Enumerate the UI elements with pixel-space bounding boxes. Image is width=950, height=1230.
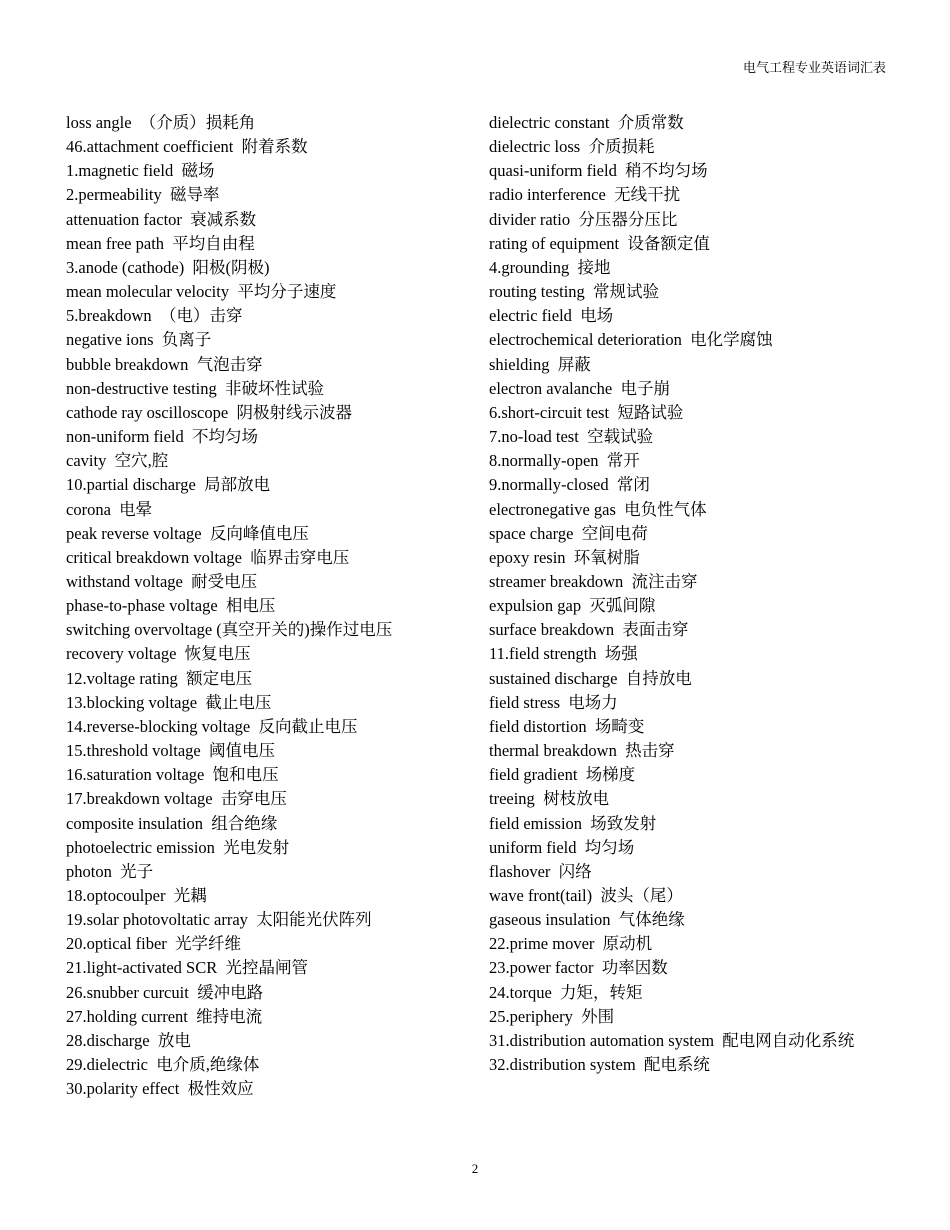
entry-term: treeing xyxy=(489,789,535,809)
entry-term: 12.voltage rating xyxy=(66,668,178,688)
glossary-entry xyxy=(66,570,466,594)
entry-translation: 相电压 xyxy=(225,596,276,616)
glossary-entry xyxy=(489,787,889,811)
entry-translation: 局部放电 xyxy=(204,475,271,495)
entry-term: sustained discharge xyxy=(489,668,618,688)
glossary-entry xyxy=(66,787,466,811)
entry-term: 4.grounding xyxy=(489,257,570,277)
entry-term: 10.partial discharge xyxy=(66,475,196,495)
entry-term: corona xyxy=(66,499,111,519)
glossary-entry xyxy=(489,208,889,232)
glossary-entry xyxy=(66,812,466,836)
entry-translation: 衰减系数 xyxy=(190,209,257,229)
glossary-entry xyxy=(489,884,889,908)
glossary-entry xyxy=(66,449,466,473)
entry-term: quasi-uniform field xyxy=(489,161,617,181)
glossary-entry xyxy=(489,860,889,884)
entry-term: gaseous insulation xyxy=(489,910,611,930)
entry-term: wave front(tail) xyxy=(489,886,593,905)
entry-term: 15.threshold voltage xyxy=(66,741,201,761)
entry-term: 14.reverse-blocking voltage xyxy=(66,716,251,736)
entry-term: epoxy resin xyxy=(489,547,566,567)
glossary-entry xyxy=(489,667,889,691)
entry-translation: 附着系数 xyxy=(241,137,308,157)
entry-translation: 波头（尾） xyxy=(600,886,683,905)
entry-translation: 组合绝缘 xyxy=(211,813,278,833)
entry-translation: 均匀场 xyxy=(584,837,635,857)
glossary-entry xyxy=(489,932,889,956)
entry-term: 30.polarity effect xyxy=(66,1079,180,1099)
glossary-entry xyxy=(489,836,889,860)
glossary-entry xyxy=(489,908,889,932)
entry-translation: 力矩，转矩 xyxy=(560,982,643,1002)
glossary-entry xyxy=(66,304,466,328)
entry-term: cavity xyxy=(66,451,107,471)
glossary-entry xyxy=(66,1077,466,1101)
entry-term: divider ratio xyxy=(489,209,571,229)
glossary-entry xyxy=(489,812,889,836)
entry-term: expulsion gap xyxy=(489,596,582,616)
entry-translation: 太阳能光伏阵列 xyxy=(256,910,372,930)
entry-translation: 分压器分压比 xyxy=(578,209,678,229)
glossary-entry xyxy=(66,860,466,884)
entry-term: 8.normally-open xyxy=(489,451,599,471)
glossary-entry xyxy=(66,1029,466,1053)
entry-translation: （电）击穿 xyxy=(159,306,243,326)
glossary-entry xyxy=(66,908,466,932)
entry-term: 11.field strength xyxy=(489,644,597,664)
entry-term: mean molecular velocity xyxy=(66,282,230,302)
glossary-entry xyxy=(66,377,466,401)
left-column xyxy=(66,111,466,1101)
entry-translation: 原动机 xyxy=(602,934,653,954)
glossary-entry xyxy=(489,570,889,594)
glossary-entry xyxy=(66,956,466,980)
entry-term: 22.prime mover xyxy=(489,934,595,954)
entry-term: 24.torque xyxy=(489,982,552,1002)
glossary-entry xyxy=(66,111,466,135)
entry-translation: 额定电压 xyxy=(186,668,253,688)
entry-translation: 光耦 xyxy=(173,886,207,905)
glossary-entry xyxy=(66,884,466,908)
entry-translation: 外围 xyxy=(581,1006,615,1026)
entry-translation: 光子 xyxy=(120,861,154,881)
entry-term: field distortion xyxy=(489,716,587,736)
entry-translation: 电子崩 xyxy=(620,378,670,398)
entry-term: 21.light-activated SCR xyxy=(66,958,218,978)
glossary-entry xyxy=(66,836,466,860)
entry-term: photoelectric emission xyxy=(66,837,215,857)
glossary-entry xyxy=(66,401,466,425)
glossary-entry xyxy=(489,642,889,666)
entry-translation: 反向峰值电压 xyxy=(209,523,309,543)
entry-term: attenuation factor xyxy=(66,209,182,229)
glossary-entry xyxy=(489,691,889,715)
entry-translation: 光电发射 xyxy=(223,837,290,857)
entry-translation: 空载试验 xyxy=(587,427,654,447)
entry-translation: 介质损耗 xyxy=(588,137,655,157)
entry-translation: 阈值电压 xyxy=(208,741,275,761)
glossary-entry xyxy=(66,642,466,666)
entry-translation: 配电网自动化系统 xyxy=(722,1030,855,1050)
entry-term: recovery voltage xyxy=(66,644,177,664)
entry-translation: 常开 xyxy=(606,451,640,471)
entry-translation: 无线干扰 xyxy=(614,185,681,205)
entry-translation: 设备额定值 xyxy=(627,233,710,253)
entry-translation: 介质常数 xyxy=(617,113,684,132)
entry-translation: 场致发射 xyxy=(590,813,657,833)
entry-translation: 电场力 xyxy=(568,692,618,712)
glossary-entry xyxy=(489,135,889,159)
entry-term: streamer breakdown xyxy=(489,571,624,591)
glossary-entry xyxy=(66,594,466,618)
entry-term: bubble breakdown xyxy=(66,354,189,374)
entry-translation: 稍不均匀场 xyxy=(625,161,708,181)
entry-term: rating of equipment xyxy=(489,233,620,253)
glossary-entry xyxy=(66,981,466,1005)
entry-translation: 光控晶闸管 xyxy=(225,958,308,978)
entry-translation: 截止电压 xyxy=(205,692,272,712)
entry-term: cathode ray oscilloscope xyxy=(66,402,229,422)
entry-translation: 负离子 xyxy=(161,330,212,350)
entry-translation: 场畸变 xyxy=(594,716,645,736)
entry-term: 7.no-load test xyxy=(489,427,579,447)
entry-translation: 自持放电 xyxy=(625,668,692,688)
entry-translation: 放电 xyxy=(157,1030,191,1050)
entry-term: surface breakdown xyxy=(489,620,615,640)
entry-translation: 流注击穿 xyxy=(631,571,698,591)
glossary-entry xyxy=(489,401,889,425)
entry-term: uniform field xyxy=(489,837,577,857)
entry-term: 26.snubber curcuit xyxy=(66,982,189,1002)
entry-term: electronegative gas xyxy=(489,499,616,519)
entry-term: space charge xyxy=(489,523,574,543)
entry-term: 32.distribution system xyxy=(489,1055,636,1075)
entry-translation: 维持电流 xyxy=(196,1006,263,1026)
entry-term: electrochemical deterioration xyxy=(489,330,682,350)
entry-term: 46.attachment coefficient xyxy=(66,137,234,157)
entry-translation: 阴极射线示波器 xyxy=(236,402,352,422)
glossary-entry xyxy=(489,304,889,328)
glossary-entry xyxy=(66,328,466,352)
entry-translation: 电介质,绝缘体 xyxy=(156,1055,260,1075)
entry-translation: 非破坏性试验 xyxy=(225,378,325,398)
entry-term: 1.magnetic field xyxy=(66,161,174,181)
entry-translation: 极性效应 xyxy=(187,1079,254,1099)
entry-translation: 屏蔽 xyxy=(557,354,591,374)
glossary-entry xyxy=(66,135,466,159)
entry-translation: 电场 xyxy=(580,306,614,326)
entry-term: 28.discharge xyxy=(66,1030,150,1050)
glossary-entry xyxy=(489,981,889,1005)
glossary-entry xyxy=(489,739,889,763)
entry-translation: 常闭 xyxy=(616,475,650,495)
entry-translation: 气泡击穿 xyxy=(196,354,263,374)
glossary-entry xyxy=(489,522,889,546)
glossary-entry xyxy=(66,667,466,691)
glossary-entry xyxy=(489,618,889,642)
right-column xyxy=(489,111,889,1077)
entry-term: shielding xyxy=(489,354,550,374)
entry-translation: 表面击穿 xyxy=(622,620,689,640)
entry-translation: 阳极(阴极) xyxy=(192,257,270,277)
entry-term: withstand voltage xyxy=(66,571,183,591)
glossary-entry xyxy=(66,932,466,956)
glossary-entry xyxy=(66,1053,466,1077)
entry-term: 16.saturation voltage xyxy=(66,765,205,785)
entry-translation: 平均分子速度 xyxy=(237,282,337,302)
glossary-entry xyxy=(489,328,889,352)
glossary-entry xyxy=(489,473,889,497)
entry-term: 19.solar photovoltatic array xyxy=(66,910,248,930)
entry-translation: 饱和电压 xyxy=(212,765,279,785)
entry-term: switching overvoltage xyxy=(66,620,213,640)
entry-term: photon xyxy=(66,861,112,881)
entry-term: loss angle xyxy=(66,113,132,132)
entry-term: 20.optical fiber xyxy=(66,934,167,954)
glossary-entry xyxy=(489,377,889,401)
entry-translation: 环氧树脂 xyxy=(573,547,640,567)
page-number: 2 xyxy=(471,1161,479,1176)
entry-term: 5.breakdown xyxy=(66,306,152,326)
glossary-entry xyxy=(66,353,466,377)
entry-term: radio interference xyxy=(489,185,606,205)
glossary-entry xyxy=(66,425,466,449)
entry-translation: 临界击穿电压 xyxy=(250,547,350,567)
entry-term: 6.short-circuit test xyxy=(489,402,610,422)
entry-term: 13.blocking voltage xyxy=(66,692,198,712)
entry-term: 18.optocoulper xyxy=(66,886,166,905)
entry-term: mean free path xyxy=(66,233,165,253)
glossary-entry xyxy=(489,1053,889,1077)
entry-term: 25.periphery xyxy=(489,1006,573,1026)
glossary-entry xyxy=(66,498,466,522)
glossary-entry xyxy=(489,425,889,449)
entry-translation: 击穿电压 xyxy=(220,789,287,809)
glossary-entry xyxy=(66,280,466,304)
glossary-entry xyxy=(66,546,466,570)
entry-term: critical breakdown voltage xyxy=(66,547,242,567)
entry-translation: 空穴,腔 xyxy=(114,451,169,471)
entry-translation: 短路试验 xyxy=(617,402,684,422)
entry-translation: 不均匀场 xyxy=(192,427,259,447)
entry-translation: 空间电荷 xyxy=(581,523,648,543)
glossary-entry xyxy=(66,183,466,207)
glossary-entry xyxy=(489,594,889,618)
glossary-entry xyxy=(489,1029,889,1053)
glossary-entry xyxy=(66,256,466,280)
entry-term: peak reverse voltage xyxy=(66,523,202,543)
entry-translation: 热击穿 xyxy=(625,741,675,761)
entry-translation: 平均自由程 xyxy=(172,233,255,253)
entry-translation: (真空开关的)操作过电压 xyxy=(216,620,393,640)
glossary-entry xyxy=(489,353,889,377)
entry-translation: 电负性气体 xyxy=(624,499,707,519)
entry-translation: 灭弧间隙 xyxy=(589,596,656,616)
glossary-entry xyxy=(66,1005,466,1029)
entry-term: 31.distribution automation system xyxy=(489,1030,715,1050)
glossary-entry xyxy=(66,739,466,763)
entry-translation: 功率因数 xyxy=(601,958,668,978)
entry-term: 27.holding current xyxy=(66,1006,188,1026)
glossary-entry xyxy=(489,449,889,473)
entry-translation: 闪络 xyxy=(558,861,592,881)
glossary-entry xyxy=(489,956,889,980)
entry-term: dielectric constant xyxy=(489,113,610,132)
entry-term: phase-to-phase voltage xyxy=(66,596,218,616)
entry-term: dielectric loss xyxy=(489,137,581,157)
glossary-entry xyxy=(489,280,889,304)
entry-term: electron avalanche xyxy=(489,378,613,398)
entry-term: thermal breakdown xyxy=(489,741,617,761)
glossary-entry xyxy=(66,473,466,497)
entry-translation: 配电系统 xyxy=(643,1055,710,1075)
glossary-entry xyxy=(489,111,889,135)
glossary-entry xyxy=(489,232,889,256)
entry-term: composite insulation xyxy=(66,813,204,833)
entry-term: 9.normally-closed xyxy=(489,475,609,495)
glossary-entry xyxy=(66,763,466,787)
entry-term: 17.breakdown voltage xyxy=(66,789,213,809)
entry-translation: 常规试验 xyxy=(593,282,660,302)
entry-translation: 气体绝缘 xyxy=(618,910,685,930)
entry-translation: 光学纤维 xyxy=(175,934,242,954)
entry-term: negative ions xyxy=(66,330,154,350)
glossary-entry xyxy=(66,159,466,183)
glossary-entry xyxy=(489,1005,889,1029)
entry-translation: 磁导率 xyxy=(170,185,220,205)
entry-translation: 反向截止电压 xyxy=(258,716,358,736)
glossary-entry xyxy=(66,232,466,256)
glossary-entry xyxy=(66,208,466,232)
glossary-entry xyxy=(66,522,466,546)
entry-term: field gradient xyxy=(489,765,578,785)
entry-term: field stress xyxy=(489,692,561,712)
entry-term: non-uniform field xyxy=(66,427,184,447)
glossary-entry xyxy=(66,691,466,715)
page-header: 电气工程专业英语词汇表 xyxy=(742,60,886,75)
entry-term: electric field xyxy=(489,306,572,326)
entry-translation: 缓冲电路 xyxy=(197,982,264,1002)
glossary-entry xyxy=(489,715,889,739)
entry-translation: 树枝放电 xyxy=(543,789,610,809)
glossary-entry xyxy=(489,498,889,522)
entry-term: 23.power factor xyxy=(489,958,594,978)
entry-term: field emission xyxy=(489,813,583,833)
entry-translation: 恢复电压 xyxy=(184,644,251,664)
entry-translation: 接地 xyxy=(577,257,611,277)
entry-translation: 耐受电压 xyxy=(191,571,258,591)
glossary-entry xyxy=(489,546,889,570)
entry-translation: 场梯度 xyxy=(585,765,636,785)
entry-translation: 场强 xyxy=(604,644,638,664)
glossary-entry xyxy=(489,159,889,183)
entry-term: non-destructive testing xyxy=(66,378,217,398)
glossary-entry xyxy=(489,256,889,280)
glossary-entry xyxy=(66,715,466,739)
entry-term: 29.dielectric xyxy=(66,1055,149,1075)
glossary-entry xyxy=(66,618,466,642)
entry-term: 3.anode (cathode) xyxy=(66,257,185,277)
entry-term: routing testing xyxy=(489,282,585,302)
entry-term: flashover xyxy=(489,861,551,881)
entry-translation: 电晕 xyxy=(119,499,153,519)
glossary-entry xyxy=(489,763,889,787)
entry-translation: 磁场 xyxy=(181,161,215,181)
entry-translation: （介质）损耗角 xyxy=(139,113,256,132)
entry-term: 2.permeability xyxy=(66,185,162,205)
entry-translation: 电化学腐蚀 xyxy=(690,330,773,350)
glossary-entry xyxy=(489,183,889,207)
